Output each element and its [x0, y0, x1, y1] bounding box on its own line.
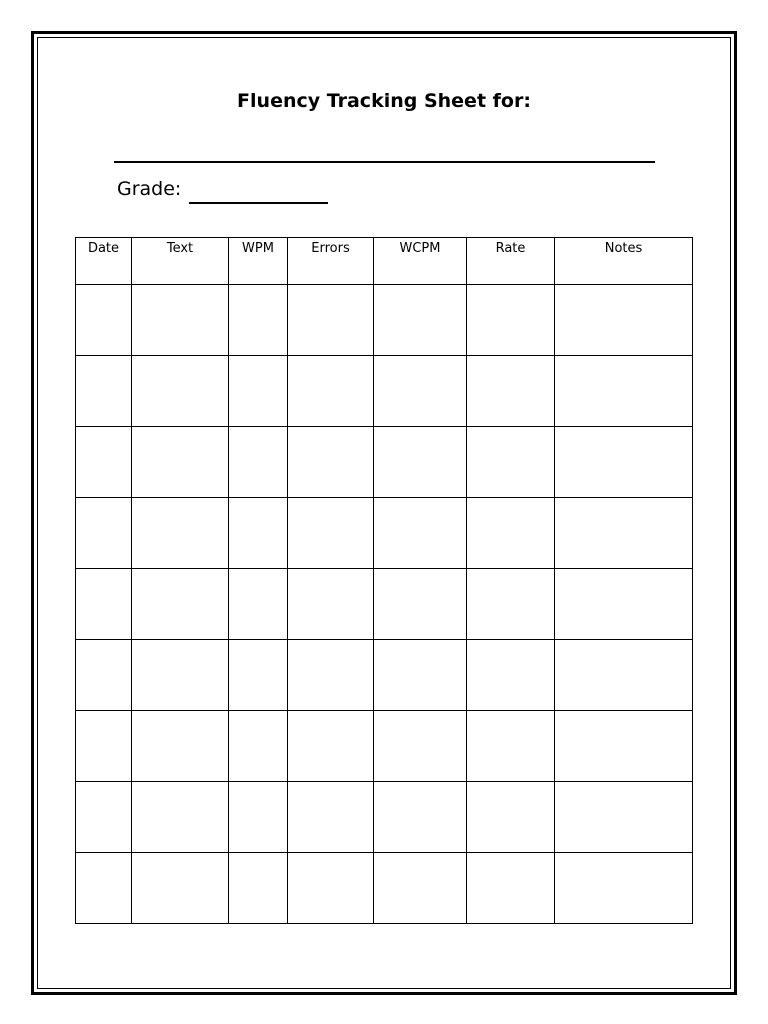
- table-cell-wcpm: [374, 711, 467, 782]
- table-cell-rate: [467, 853, 555, 924]
- table-cell-errors: [288, 498, 374, 569]
- table-cell-wpm: [229, 640, 288, 711]
- table-cell-date: [76, 711, 132, 782]
- table-cell-errors: [288, 711, 374, 782]
- table-cell-wpm: [229, 853, 288, 924]
- table-cell-rate: [467, 285, 555, 356]
- table-cell-notes: [555, 782, 693, 853]
- table-cell-rate: [467, 356, 555, 427]
- table-cell-wcpm: [374, 285, 467, 356]
- column-header-wcpm: WCPM: [374, 238, 467, 285]
- table-row: [76, 853, 693, 924]
- table-row: [76, 640, 693, 711]
- table-cell-wcpm: [374, 427, 467, 498]
- table-cell-wpm: [229, 498, 288, 569]
- fluency-table: [75, 237, 693, 924]
- table-row: [76, 356, 693, 427]
- table-cell-wpm: [229, 285, 288, 356]
- grade-line: [189, 202, 328, 204]
- table-cell-notes: [555, 427, 693, 498]
- table-cell-text: [132, 285, 229, 356]
- table-cell-text: [132, 427, 229, 498]
- table-cell-rate: [467, 640, 555, 711]
- table-cell-rate: [467, 782, 555, 853]
- table-cell-wpm: [229, 427, 288, 498]
- table-cell-wpm: [229, 356, 288, 427]
- table-cell-date: [76, 285, 132, 356]
- table-cell-wcpm: [374, 853, 467, 924]
- table-cell-wcpm: [374, 498, 467, 569]
- sheet-title: Fluency Tracking Sheet for:: [237, 90, 531, 112]
- table-cell-rate: [467, 569, 555, 640]
- table-cell-notes: [555, 356, 693, 427]
- table-cell-date: [76, 853, 132, 924]
- table-cell-text: [132, 498, 229, 569]
- table-cell-text: [132, 853, 229, 924]
- table-row: [76, 569, 693, 640]
- table-cell-date: [76, 640, 132, 711]
- table-cell-errors: [288, 782, 374, 853]
- table-cell-errors: [288, 569, 374, 640]
- table-cell-wcpm: [374, 640, 467, 711]
- table-row: [76, 498, 693, 569]
- table-header-row: [76, 238, 693, 285]
- table-cell-notes: [555, 853, 693, 924]
- table-cell-text: [132, 782, 229, 853]
- column-header-wpm: WPM: [229, 238, 288, 285]
- table-cell-errors: [288, 285, 374, 356]
- table-cell-text: [132, 711, 229, 782]
- table-cell-text: [132, 569, 229, 640]
- table-body: [76, 285, 693, 924]
- table-cell-notes: [555, 569, 693, 640]
- table-cell-date: [76, 427, 132, 498]
- grade-label: Grade:: [117, 178, 182, 200]
- table-row: [76, 782, 693, 853]
- table-cell-errors: [288, 427, 374, 498]
- table-cell-rate: [467, 498, 555, 569]
- column-header-text: Text: [132, 238, 229, 285]
- table-cell-date: [76, 569, 132, 640]
- table-row: [76, 285, 693, 356]
- table-cell-errors: [288, 356, 374, 427]
- table-cell-date: [76, 498, 132, 569]
- table-cell-notes: [555, 640, 693, 711]
- table-cell-wpm: [229, 782, 288, 853]
- table-cell-rate: [467, 427, 555, 498]
- table-cell-errors: [288, 853, 374, 924]
- table-cell-rate: [467, 711, 555, 782]
- table-cell-date: [76, 356, 132, 427]
- table-cell-text: [132, 356, 229, 427]
- column-header-date: Date: [76, 238, 132, 285]
- table-cell-date: [76, 782, 132, 853]
- column-header-rate: Rate: [467, 238, 555, 285]
- table-row: [76, 427, 693, 498]
- table-cell-notes: [555, 285, 693, 356]
- student-name-line: [114, 161, 655, 163]
- column-header-errors: Errors: [288, 238, 374, 285]
- table-cell-notes: [555, 711, 693, 782]
- column-header-notes: Notes: [555, 238, 693, 285]
- table-row: [76, 711, 693, 782]
- table-cell-text: [132, 640, 229, 711]
- table-cell-notes: [555, 498, 693, 569]
- table-cell-wcpm: [374, 782, 467, 853]
- table-cell-wcpm: [374, 356, 467, 427]
- table-cell-wpm: [229, 711, 288, 782]
- table-cell-wpm: [229, 569, 288, 640]
- table-cell-wcpm: [374, 569, 467, 640]
- table-cell-errors: [288, 640, 374, 711]
